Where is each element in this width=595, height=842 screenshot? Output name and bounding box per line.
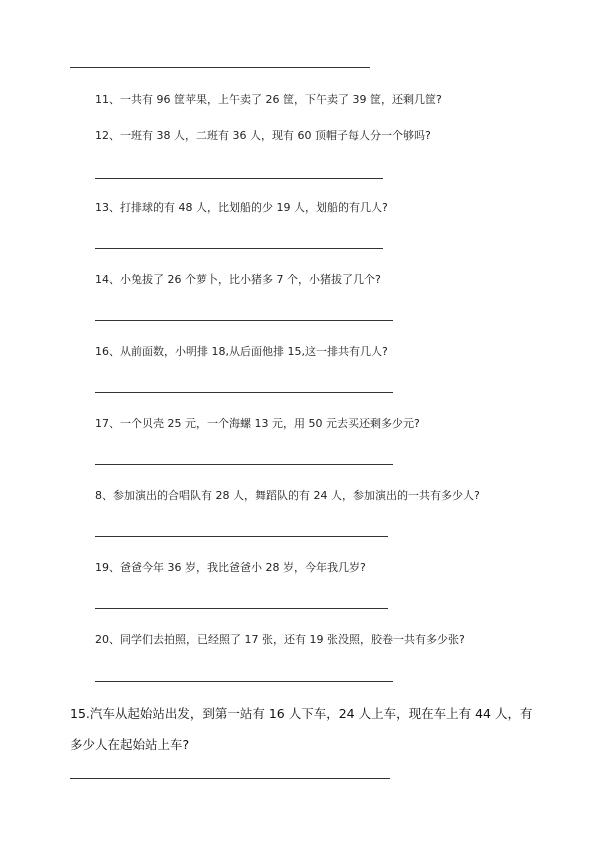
answer-line-13 [95,248,383,249]
question-15-line-1: 15.汽车从起始站出发，到第一站有 16 人下车，24 人上车，现在车上有 44 人，有 [70,706,533,721]
question-15-line-2: 多少人在起始站上车? [70,737,190,752]
answer-line-top [70,67,370,68]
question-8: 8、参加演出的合唱队有 28 人，舞蹈队的有 24 人，参加演出的一共有多少人? [95,489,480,502]
question-20: 20、同学们去拍照，已经照了 17 张，还有 19 张没照，胶卷一共有多少张? [95,633,465,646]
answer-line-20 [95,681,393,682]
answer-line-12 [95,178,383,179]
answer-line-17 [95,464,393,465]
question-13: 13、打排球的有 48 人，比划船的少 19 人，划船的有几人? [95,201,388,214]
question-14: 14、小兔拔了 26 个萝卜，比小猪多 7 个，小猪拔了几个? [95,273,381,286]
question-12: 12、一班有 38 人，二班有 36 人，现有 60 顶帽子每人分一个够吗? [95,129,431,142]
question-16: 16、从前面数，小明排 18,从后面他排 15,这一排共有几人? [95,345,388,358]
answer-line-16 [95,392,393,393]
question-17: 17、一个贝壳 25 元，一个海螺 13 元，用 50 元去买还剩多少元? [95,417,420,430]
answer-line-14 [95,320,393,321]
answer-line-15 [70,778,390,779]
question-11: 11、一共有 96 筐苹果，上午卖了 26 筐，下午卖了 39 筐，还剩几筐? [95,93,442,106]
question-19: 19、爸爸今年 36 岁，我比爸爸小 28 岁，今年我几岁? [95,561,366,574]
answer-line-8 [95,536,388,537]
answer-line-19 [95,608,388,609]
